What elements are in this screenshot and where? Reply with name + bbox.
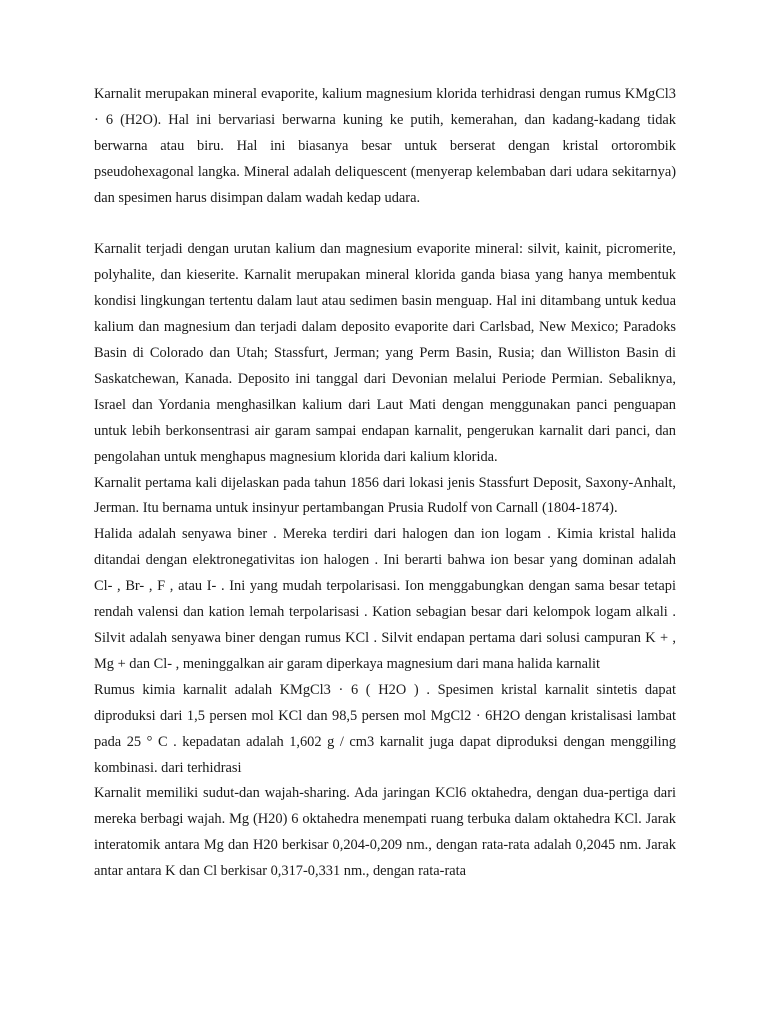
paragraph-1: Karnalit merupakan mineral evaporite, kalium magnesium klorida terhidrasi dengan rumus KMgCl3 · 6 (H2O). Hal ini bervariasi berwarna kuning ke putih, kemerahan, dan kadang-kadang tidak berwarna atau biru. Hal ini biasanya besar untuk berserat dengan kristal ortorombik pseudohexagonal langka. Mineral adalah deliquescent (menyerap kelembaban dari udara sekitarnya) dan spesimen harus disimpan dalam wadah kedap udara. <box>94 86 676 206</box>
paragraph-2: Karnalit terjadi dengan urutan kalium dan magnesium evaporite mineral: silvit, kainit, picromerite, polyhalite, dan kieserite. Karnalit merupakan mineral klorida ganda biasa yang hanya membentuk kondisi lingkungan tertentu dalam laut atau sedimen basin menguap. Hal ini ditambang untuk kedua kalium dan magnesium dan terjadi dalam deposito evaporite dari Carlsbad, New Mexico; Paradoks Basin di Colorado dan Utah; Stassfurt, Jerman; yang Perm Basin, Rusia; dan Williston Basin di Saskatchewan, Kanada. Deposito ini tanggal dari Devonian melalui Periode Permian. Sebaliknya, Israel dan Yordania menghasilkan kalium dari Laut Mati dengan menggunakan panci penguapan untuk lebih berkonsentrasi air garam sampai endapan karnalit, pengerukan karnalit dari panci, dan pengolahan untuk menghapus magnesium klorida dari kalium klorida. <box>94 241 676 465</box>
paragraph-6: Karnalit memiliki sudut-dan wajah-sharing. Ada jaringan KCl6 oktahedra, dengan dua-pertiga dari mereka berbagi wajah. Mg (H20) 6 oktahedra menempati ruang terbuka dalam oktahedra KCl. Jarak interatomik antara Mg dan H20 berkisar 0,204-0,209 nm., dengan rata-rata adalah 0,2045 nm. Jarak antar antara K dan Cl berkisar 0,317-0,331 nm., dengan rata-rata <box>94 785 676 880</box>
paragraph-3: Karnalit pertama kali dijelaskan pada tahun 1856 dari lokasi jenis Stassfurt Deposit, Saxony-Anhalt, Jerman. Itu bernama untuk insinyur pertambangan Prusia Rudolf von Carnall (1804-1874). <box>94 474 676 517</box>
paragraph-4: Halida adalah senyawa biner . Mereka terdiri dari halogen dan ion logam . Kimia kristal halida ditandai dengan elektronegativitas ion halogen . Ini berarti bahwa ion besar yang dominan adalah Cl- , Br- , F , atau I- . Ini yang mudah terpolarisasi. Ion menggabungkan dengan sama besar tetapi rendah valensi dan kation lemah terpolarisasi . Kation sebagian besar dari kelompok logam alkali . Silvit adalah senyawa biner dengan rumus KCl . Silvit endapan pertama dari solusi campuran K + , Mg + dan Cl- , meninggalkan air garam diperkaya magnesium dari mana halida karnalit <box>94 526 676 672</box>
paragraph-5: Rumus kimia karnalit adalah KMgCl3 · 6 ( H2O ) . Spesimen kristal karnalit sintetis dapat diproduksi dari 1,5 persen mol KCl dan 98,5 persen mol MgCl2 · 6H2O dengan kristalisasi lambat pada 25 ° C . kepadatan adalah 1,602 g / cm3 karnalit juga dapat diproduksi dengan menggiling kombinasi. dari terhidrasi <box>94 681 676 776</box>
document-page <box>94 82 676 885</box>
paragraph-spacer <box>94 212 676 238</box>
